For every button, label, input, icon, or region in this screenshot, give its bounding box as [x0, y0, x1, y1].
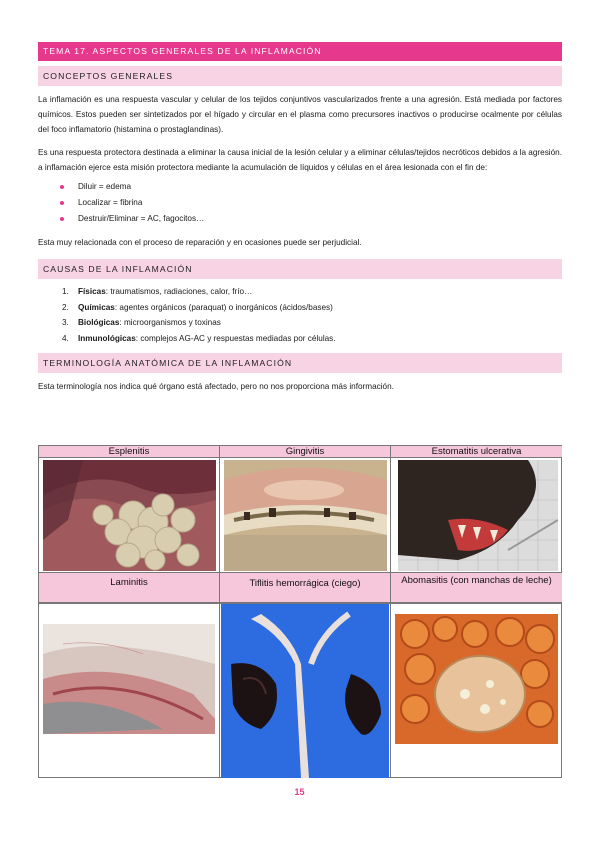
spleen-photo [43, 460, 216, 571]
figure-caption: Laminitis [39, 573, 219, 603]
section-heading-conceptos: CONCEPTOS GENERALES [38, 66, 562, 86]
list-item: 2. Químicas: agentes orgánicos (paraquat) o inorgánicos (ácidos/bases) [62, 302, 333, 312]
figure-caption: Tiflitis hemorrágica (ciego) [220, 573, 390, 603]
list-item: 4. Inmunológicas: complejos AG-AC y respuestas mediadas por células. [62, 333, 336, 343]
mouth-ulcer-photo [398, 460, 558, 571]
chapter-title: TEMA 17. ASPECTOS GENERALES DE LA INFLAMACIÓN [38, 42, 562, 61]
figure-grid [38, 445, 562, 778]
section-heading-causas: CAUSAS DE LA INFLAMACIÓN [38, 259, 562, 279]
bullet-icon [60, 185, 64, 189]
bullet-icon [60, 217, 64, 221]
page-content [38, 42, 562, 589]
cecum-photo [221, 604, 389, 778]
list-item: Destruir/Eliminar = AC, fagocitos… [60, 211, 562, 227]
hoof-photo [43, 624, 215, 734]
figure-caption: Abomasitis (con manchas de leche) [391, 573, 562, 603]
causes-list [38, 284, 562, 346]
bullet-list [38, 179, 562, 227]
gums-photo [224, 460, 387, 571]
bullet-icon [60, 201, 64, 205]
list-item: 3. Biológicas: microorganismos y toxinas [62, 318, 221, 327]
abomasum-photo [395, 614, 558, 744]
list-item: Localizar = fibrina [60, 195, 562, 211]
figure-caption: Esplenitis [39, 446, 219, 458]
paragraph: Esta muy relacionada con el proceso de reparación y en ocasiones puede ser perjudicial. [38, 238, 362, 247]
paragraph: Es una respuesta protectora destinada a eliminar la causa inicial de la lesión celular y a eliminar células/tejidos necróticos debidos a la agresión. a inflamación ejerce esta misión protectora mediante la acumulación de líquidos y células en el área lesionada con el fin de: [38, 148, 562, 172]
list-item: 1. Físicas: traumatismos, radiaciones, calor, frío… [62, 287, 253, 296]
figure-caption: Estomatitis ulcerativa [391, 446, 562, 458]
page-number: 15 [294, 787, 305, 797]
paragraph: Esta terminología nos indica qué órgano está afectado, pero no nos proporciona más información. [38, 382, 394, 391]
list-item: Diluir = edema [60, 179, 562, 195]
figure-caption: Gingivitis [220, 446, 390, 458]
paragraph: La inflamación es una respuesta vascular y celular de los tejidos conjuntivos vascularizados frente a una agresión. Está mediada por factores químicos. Estos pueden ser sintetizados por el hígado y circular en el plasma como precursores inactivos o producirse ocalmente por células del foco inflamatorio (histamina o prostaglandinas). [38, 95, 562, 134]
section-heading-terminologia: TERMINOLOGÍA ANATÓMICA DE LA INFLAMACIÓN [38, 353, 562, 373]
